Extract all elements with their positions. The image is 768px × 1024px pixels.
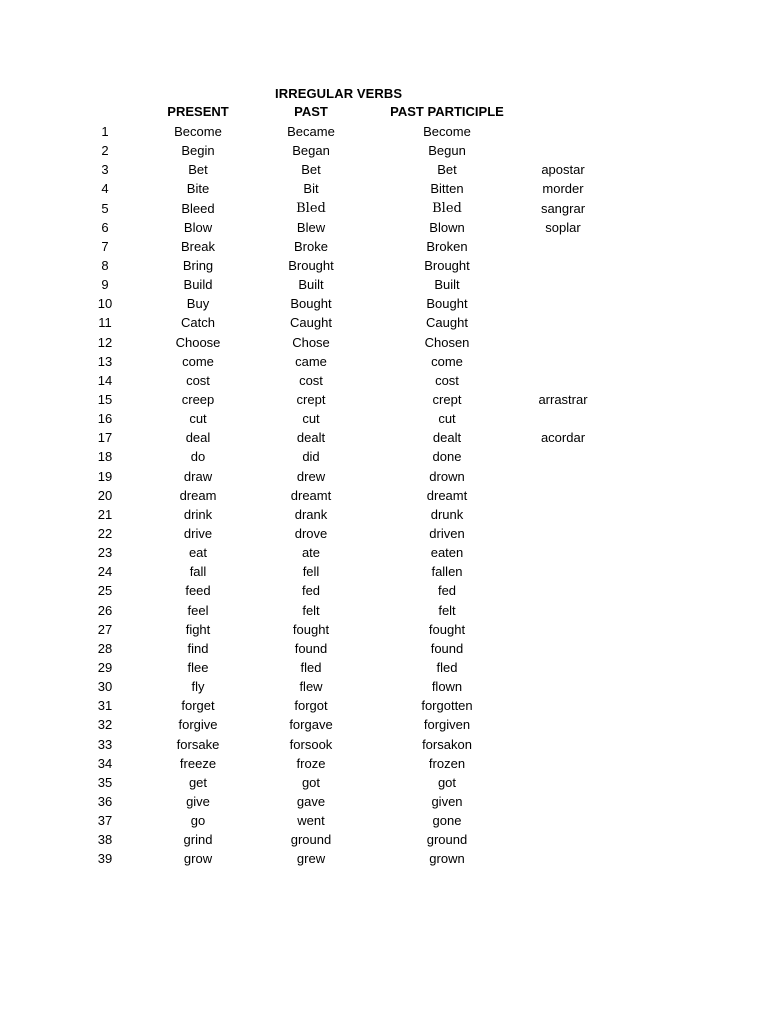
present-cell: Bet (188, 162, 208, 178)
table-row (0, 199, 768, 218)
present-cell: Blow (183, 219, 213, 235)
present-cell: draw (183, 468, 213, 484)
row-number: 4 (101, 181, 109, 197)
past-cell: went (297, 813, 325, 829)
row-number: 6 (101, 219, 109, 235)
past-participle-cell: ground (426, 832, 468, 848)
table-row (0, 218, 768, 237)
present-cell: grow (183, 851, 213, 867)
page-title: IRREGULAR VERBS (275, 86, 403, 101)
table-row (0, 830, 768, 849)
past-cell: fought (292, 621, 330, 637)
translation-cell: acordar (540, 430, 586, 446)
past-cell: ate (301, 545, 321, 561)
row-number: 5 (101, 200, 109, 216)
present-cell: forget (181, 698, 215, 714)
table-row (0, 658, 768, 677)
past-cell: Became (287, 124, 335, 139)
past-cell: cost (299, 372, 323, 388)
past-participle-cell: fled (436, 659, 458, 675)
row-number: 10 (97, 296, 113, 312)
past-participle-cell: fed (437, 583, 457, 599)
past-cell: forsook (289, 736, 333, 752)
present-cell: fight (185, 621, 211, 637)
row-number: 18 (97, 449, 113, 465)
past-cell: found (294, 640, 328, 656)
table-row (0, 409, 768, 428)
past-cell: drove (294, 525, 328, 541)
translation-cell: morder (542, 181, 584, 197)
row-number: 8 (101, 257, 109, 273)
past-cell: cut (302, 411, 320, 427)
present-cell: Bite (186, 181, 210, 197)
present-cell: flee (187, 659, 209, 675)
table-row (0, 524, 768, 543)
past-participle-cell: Become (423, 124, 471, 139)
past-cell: Broke (294, 238, 328, 254)
past-participle-cell: drown (429, 468, 465, 484)
table-row (0, 581, 768, 600)
table-row (0, 467, 768, 486)
past-cell: Blew (296, 219, 326, 235)
past-participle-cell: fought (428, 621, 466, 637)
present-cell: freeze (179, 755, 217, 771)
present-cell: cut (189, 411, 207, 427)
past-participle-cell: forsakon (422, 736, 472, 752)
translation-cell: soplar (545, 219, 581, 235)
present-cell: fall (189, 564, 207, 580)
present-cell: Choose (175, 334, 221, 350)
header-past: PAST (294, 104, 328, 119)
past-participle-cell: Bought (426, 296, 468, 312)
past-cell: Bled (296, 200, 326, 216)
past-participle-cell: Brought (424, 257, 470, 273)
present-cell: cost (186, 372, 210, 388)
verb-table (0, 122, 768, 868)
table-row (0, 754, 768, 773)
row-number: 35 (97, 774, 113, 790)
past-participle-cell: forgiven (423, 717, 471, 733)
table-row (0, 696, 768, 715)
past-cell: fled (300, 659, 322, 675)
past-cell: Brought (288, 257, 334, 273)
present-cell: fly (191, 679, 205, 695)
row-number: 37 (97, 813, 113, 829)
past-participle-cell: flown (431, 679, 463, 695)
header-present: PRESENT (167, 104, 229, 119)
present-cell: Become (174, 124, 222, 139)
past-participle-cell: eaten (430, 545, 464, 561)
row-number: 29 (97, 659, 113, 675)
row-number: 20 (97, 487, 113, 503)
table-row (0, 773, 768, 792)
present-cell: get (188, 774, 208, 790)
row-number: 3 (101, 162, 109, 178)
table-row (0, 294, 768, 313)
translation-cell: apostar (541, 162, 585, 178)
row-number: 26 (97, 602, 113, 618)
row-number: 22 (97, 525, 113, 541)
present-cell: feed (185, 583, 211, 599)
row-number: 24 (97, 564, 113, 580)
row-number: 12 (97, 334, 113, 350)
past-participle-cell: Bitten (430, 181, 464, 197)
present-cell: eat (188, 545, 208, 561)
table-row (0, 811, 768, 830)
past-cell: dealt (296, 430, 326, 446)
past-cell: fell (302, 564, 320, 580)
present-cell: Bring (182, 257, 214, 273)
past-participle-cell: crept (432, 391, 462, 407)
row-number: 13 (97, 353, 113, 369)
past-participle-cell: cut (438, 411, 456, 427)
present-cell: drive (183, 525, 213, 541)
past-participle-cell: Begun (428, 143, 466, 159)
table-row (0, 447, 768, 466)
present-cell: come (182, 353, 214, 369)
past-cell: got (301, 774, 321, 790)
present-cell: feel (187, 602, 209, 618)
past-participle-cell: drunk (430, 506, 464, 522)
present-cell: Buy (186, 296, 210, 312)
past-cell: forgot (294, 698, 328, 714)
present-cell: deal (185, 430, 211, 446)
row-number: 16 (97, 411, 113, 427)
row-number: 1 (101, 124, 109, 139)
row-number: 34 (97, 755, 113, 771)
table-row (0, 715, 768, 734)
row-number: 19 (97, 468, 113, 484)
row-number: 30 (97, 679, 113, 695)
row-number: 31 (97, 698, 113, 714)
table-row (0, 122, 768, 141)
past-cell: Bought (290, 296, 332, 312)
table-row (0, 256, 768, 275)
past-cell: drank (294, 506, 328, 522)
past-cell: forgave (289, 717, 333, 733)
table-row (0, 333, 768, 352)
past-participle-cell: found (430, 640, 464, 656)
past-cell: Bet (301, 162, 321, 178)
past-cell: Bit (303, 181, 319, 197)
past-participle-cell: Blown (429, 219, 465, 235)
present-cell: go (190, 813, 206, 829)
past-participle-cell: got (437, 774, 457, 790)
past-cell: Caught (290, 315, 332, 331)
past-participle-cell: fallen (431, 564, 463, 580)
past-participle-cell: forgotten (421, 698, 473, 714)
row-number: 11 (98, 315, 112, 331)
past-participle-cell: Bled (432, 200, 462, 216)
past-participle-cell: Chosen (424, 334, 470, 350)
past-participle-cell: Caught (426, 315, 468, 331)
table-row (0, 371, 768, 390)
translation-cell: arrastrar (538, 391, 588, 407)
table-row (0, 620, 768, 639)
present-cell: forsake (176, 736, 220, 752)
row-number: 27 (97, 621, 113, 637)
past-cell: drew (296, 468, 326, 484)
header-past-participle: PAST PARTICIPLE (390, 104, 504, 119)
present-cell: do (190, 449, 206, 465)
present-cell: dream (179, 487, 217, 503)
past-cell: flew (299, 679, 323, 695)
present-cell: Catch (181, 315, 215, 331)
past-participle-cell: Built (434, 277, 460, 293)
past-participle-cell: given (431, 793, 463, 809)
past-cell: felt (302, 602, 320, 618)
table-row (0, 428, 768, 447)
row-number: 28 (97, 640, 113, 656)
table-row (0, 141, 768, 160)
table-row (0, 390, 768, 409)
row-number: 36 (97, 793, 113, 809)
present-cell: find (187, 640, 209, 656)
row-number: 21 (97, 506, 113, 522)
past-participle-cell: Bet (437, 162, 457, 178)
past-participle-cell: frozen (428, 755, 466, 771)
table-row (0, 639, 768, 658)
past-participle-cell: dealt (432, 430, 462, 446)
table-row (0, 505, 768, 524)
past-participle-cell: felt (438, 602, 456, 618)
past-participle-cell: come (431, 353, 463, 369)
table-row (0, 735, 768, 754)
table-row (0, 313, 768, 332)
row-number: 33 (97, 736, 113, 752)
past-cell: did (302, 449, 320, 465)
past-cell: fed (301, 583, 321, 599)
present-cell: creep (181, 391, 215, 407)
past-cell: came (295, 353, 327, 369)
table-row (0, 677, 768, 696)
present-cell: forgive (178, 717, 218, 733)
past-cell: froze (296, 755, 326, 771)
present-cell: grind (183, 832, 213, 848)
present-cell: Bleed (181, 200, 215, 216)
past-cell: Built (298, 277, 324, 293)
row-number: 14 (97, 372, 113, 388)
table-row (0, 275, 768, 294)
present-cell: Break (181, 238, 215, 254)
row-number: 23 (97, 545, 113, 561)
table-row (0, 792, 768, 811)
past-cell: grew (296, 851, 326, 867)
table-row (0, 543, 768, 562)
present-cell: give (186, 793, 210, 809)
present-cell: drink (183, 506, 213, 522)
present-cell: Build (183, 277, 213, 293)
past-cell: dreamt (290, 487, 332, 503)
past-participle-cell: driven (429, 525, 465, 541)
table-row (0, 601, 768, 620)
past-participle-cell: dreamt (426, 487, 468, 503)
table-row (0, 352, 768, 371)
table-row (0, 179, 768, 198)
row-number: 39 (97, 851, 113, 867)
table-row (0, 562, 768, 581)
past-participle-cell: Broken (426, 238, 468, 254)
past-participle-cell: cost (435, 372, 459, 388)
row-number: 9 (101, 277, 109, 293)
past-participle-cell: grown (429, 851, 465, 867)
table-row (0, 849, 768, 868)
row-number: 32 (97, 717, 113, 733)
row-number: 25 (97, 583, 113, 599)
past-cell: Began (292, 143, 330, 159)
row-number: 7 (101, 238, 109, 254)
past-cell: crept (296, 391, 326, 407)
past-cell: Chose (292, 334, 330, 350)
row-number: 17 (97, 430, 113, 446)
past-cell: ground (290, 832, 332, 848)
translation-cell: sangrar (540, 200, 586, 216)
past-participle-cell: done (432, 449, 462, 465)
row-number: 2 (101, 143, 109, 159)
past-cell: gave (296, 793, 326, 809)
row-number: 15 (97, 391, 113, 407)
present-cell: Begin (181, 143, 215, 159)
past-participle-cell: gone (432, 813, 462, 829)
table-row (0, 160, 768, 179)
row-number: 38 (97, 832, 113, 848)
table-row (0, 486, 768, 505)
table-row (0, 237, 768, 256)
